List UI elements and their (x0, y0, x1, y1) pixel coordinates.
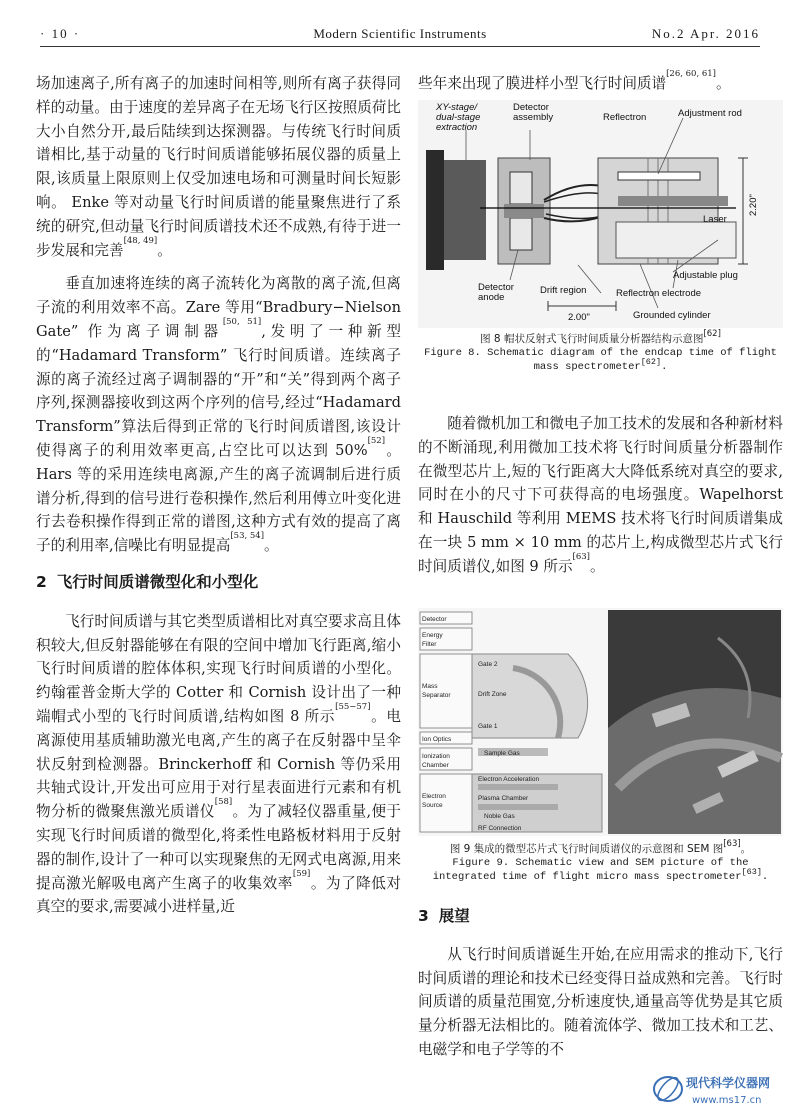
right-top-text (418, 69, 783, 96)
svg-text:Drift Zone: Drift Zone (478, 691, 507, 698)
label-reflectron-electrode: Reflectron electrode (616, 288, 702, 299)
svg-text:Gate 1: Gate 1 (478, 723, 498, 730)
svg-text:Electron Acceleration: Electron Acceleration (478, 776, 540, 783)
section-heading: 2 飞行时间质谱微型化和小型化 (36, 572, 259, 591)
label-grounded-cylinder: Grounded cylinder (633, 310, 711, 321)
svg-text:Sample Gas: Sample Gas (484, 750, 520, 757)
svg-text:Plasma Chamber: Plasma Chamber (478, 795, 529, 802)
paragraph: 随着微机加工和微电子加工技术的发展和各种新材料的不断涌现,利用微加工技术将飞行时间质量分析器制作在微型芯片上,短的飞行距离大大降低系统对真空的要求,同时在小的尺寸下可获得高的电场强度。Wapelhorst 和 Hauschild 等利用 MEMS 技术将飞行时间质谱集成在一块 5 mm × 10 mm 的芯片上,构成微型芯片式飞行时间质谱仪,如图 9 所示[63]。 (418, 415, 783, 575)
figure-8-caption: 图 8 帽状反射式飞行时间质量分析器结构示意图[62] Figure 8. Schematic diagram of the endcap time of flight mass spectrometer[62]. (424, 329, 777, 373)
svg-text:Chamber: Chamber (422, 762, 449, 769)
citation: [52] (367, 435, 386, 446)
svg-text:www.ms17.cn: www.ms17.cn (692, 1095, 762, 1106)
svg-text:Ion Optics: Ion Optics (422, 736, 452, 743)
issue-info: No.2 Apr. 2016 (651, 26, 760, 41)
figure-9-caption: 图 9 集成的微型芯片式飞行时间质谱仪的示意图和 SEM 图[63]。 Figure 9. Schematic view and SEM picture of the integrated time of flight micro mass spectrometer[63]. (432, 839, 769, 883)
svg-text:Filter: Filter (422, 641, 437, 648)
label-laser: Laser (703, 214, 727, 225)
label-detector-anode: Detector (478, 282, 514, 293)
svg-text:Electron: Electron (422, 793, 446, 800)
header-rule (40, 46, 760, 47)
svg-text:extraction: extraction (436, 122, 478, 133)
figure-9 (418, 608, 783, 884)
citation: [26, 60, 61] (666, 69, 716, 79)
section-heading: 3 展望 (418, 907, 470, 925)
right-mid-text (418, 412, 783, 579)
citation: [48, 49] (123, 235, 158, 246)
page-header (40, 22, 760, 48)
citation: [53, 54] (230, 531, 265, 542)
watermark-logo (652, 1069, 788, 1109)
svg-text:Separator: Separator (422, 692, 451, 699)
label-drift-region: Drift region (540, 285, 587, 296)
svg-text:dual-stage: dual-stage (436, 112, 481, 123)
paragraph: 些年来出现了膜进样小型飞行时间质谱[26, 60, 61]。 (418, 69, 731, 92)
endcap-tof-diagram (418, 100, 783, 328)
citation: [55−57] (335, 701, 371, 712)
label-xy-stage: XY-stage/ (436, 102, 478, 113)
svg-text:现代科学仪器网: 现代科学仪器网 (686, 1076, 771, 1090)
citation: [59] (292, 868, 311, 879)
label-adjustable-plug: Adjustable plug (673, 270, 738, 281)
label-reflectron: Reflectron (603, 112, 647, 123)
citation: [58] (214, 797, 233, 808)
left-column (36, 72, 401, 919)
svg-text:Source: Source (422, 802, 443, 809)
label-detector-assembly: Detector (513, 102, 549, 113)
micro-tof-schematic-sem (418, 608, 783, 836)
svg-text:assembly: assembly (513, 112, 554, 123)
svg-text:anode: anode (478, 292, 505, 303)
paragraph: 场加速离子,所有离子的加速时间相等,则所有离子获得同样的动量。由于速度的差异离子在无场飞行区按照质荷比大小自然分开,最后陆续到达探测器。与传统飞行时间质谱相比,基于动量的飞行时间质谱能够拓展仪器的质量上限,该质量上限原则上仅受加速电场和可测量时间长短影响。 Enke 等对动量飞行时间质谱的能量聚焦进行了系统的研究,但动量飞行时间质谱技术还不成熟,有待于进一步发展和完善[48, 49]。 (36, 75, 401, 259)
citation: [63] (572, 551, 590, 562)
figure-8 (418, 100, 783, 374)
paragraph: 从飞行时间质谱诞生开始,在应用需求的推动下,飞行时间质谱的理论和技术已经变得日益成熟和完善。飞行时间质谱的质量范围宽,分析速度快,通量高等优势是其它质量分析器无法相比的。随着流体学、微加工技术和工艺、电磁学和电子学等的不 (418, 945, 783, 1058)
svg-text:Gate 2: Gate 2 (478, 661, 498, 668)
svg-text:Mass: Mass (422, 683, 438, 690)
label-dim-horizontal: 2.00" (568, 312, 590, 323)
label-detector: Detector (422, 616, 447, 623)
svg-text:Noble Gas: Noble Gas (484, 813, 515, 820)
svg-text:RF Connection: RF Connection (478, 825, 522, 832)
svg-text:Ionization: Ionization (422, 753, 450, 760)
paragraph: 垂直加速将连续的离子流转化为离散的离子流,但离子流的利用效率不高。Zare 等用“Bradbury−Nielson Gate” 作为离子调制器[50, 51],发明了一种新型的“Hadamard Transform” 飞行时间质谱。连续离子源的离子流经过离子调制器的“开”和“关”得到两个离子序列,探测器接收到这两个序列的信号,经过“Hadamard Transform”算法后得到正常的飞行时间质谱图,该设计使得离子的利用效率更高,占空比可以达到 50%[52]。Hars 等的采用连续电离源,产生的离子流调制后进行质谱分析,得到的信号进行卷积操作,然后利用傅立叶变化进行去卷积操作得到正常的谱图,这种方式有效的提高了离子的利用率,信噪比有明显提高[53, 54]。 (36, 275, 402, 555)
journal-title: Modern Scientific Instruments (313, 26, 487, 41)
page-number: · 10 · (40, 26, 81, 41)
citation: [50, 51] (222, 316, 262, 327)
label-dim-vertical: 2.20" (748, 194, 759, 216)
paragraph: 飞行时间质谱与其它类型质谱相比对真空要求高且体积较大,但反射器能够在有限的空间中增加飞行距离,缩小飞行时间质谱的腔体体积,实现飞行时间质谱的小型化。约翰霍普金斯大学的 Cotter 和 Cornish 设计出了一种端帽式小型的飞行时间质谱,结构如图 8 所示[55−57]。电离源使用基质辅助激光电离,产生的离子在反射器中呈伞状反射到检测器。Brinckerhoff 和 Cornish 等仍采用共轴式设计,开发出可应用于对行星表面进行元素和有机物分析的微聚焦激光质谱仪[58]。为了减轻仪器重量,便于实现飞行时间质谱的微型化,将柔性电路板材料用于反射器的制作,设计了一种可以实现聚焦的无网式电离源,用来提高激光解吸电离产生离子的收集效率[59]。为了降低对真空的要求,需要减小进样量,近 (36, 612, 401, 916)
svg-text:Energy: Energy (422, 632, 443, 639)
label-adjustment-rod: Adjustment rod (678, 108, 742, 119)
right-bottom-text (418, 905, 783, 1062)
